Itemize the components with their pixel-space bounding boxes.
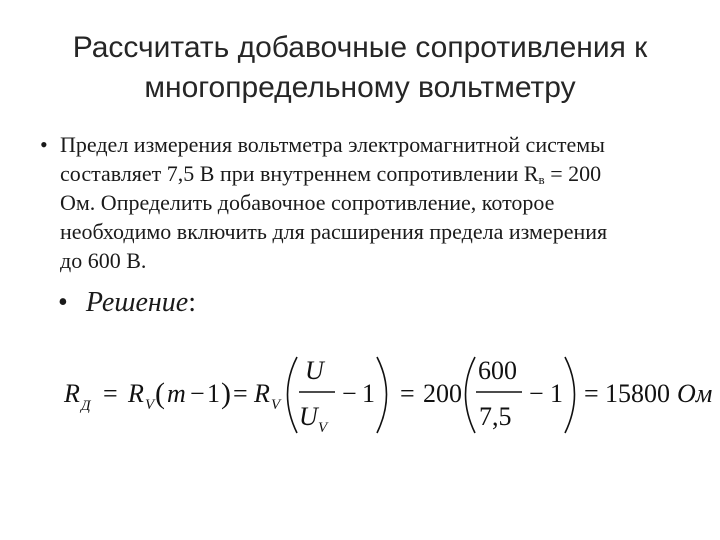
problem-statement [40,130,690,275]
solution-label: Решение [85,287,189,318]
formula-minus-1: − [190,379,205,408]
solution-colon: : [188,287,196,318]
solution-heading [58,286,196,320]
resistance-subscript: в [538,172,545,187]
formula-svg [50,345,713,445]
formula-r-v-2: R [254,379,270,408]
formula-r-d: R [64,379,80,408]
formula-7-5: 7,5 [479,402,512,431]
title-line-1: Рассчитать добавочные сопротивления к [72,31,648,64]
formula-u-denominator: U [299,402,318,431]
problem-line-2-value: = 200 [544,161,602,186]
problem-line-4: необходимо включить для расширения предела измерения [60,219,608,244]
formula-200: 200 [423,379,462,408]
formula-sub-v-3: V [318,420,328,436]
formula-big-paren-open-2 [466,357,476,433]
problem-line-1: Предел измерения вольтметра электромагнитной системы [60,132,605,157]
bullet-icon: • [40,132,48,157]
formula-sub-v-1: V [145,397,155,413]
problem-line-2 [60,159,690,188]
formula-eq-1: = [103,379,118,408]
formula-eq-4: = [584,379,599,408]
formula-one-3: 1 [550,379,563,408]
problem-line-5: до 600 В. [60,248,147,273]
formula-eq-3: = [400,379,415,408]
formula-eq-2: = [233,379,248,408]
problem-line-2-text: составляет 7,5 В при внутреннем сопротивлении R [60,161,539,186]
formula-result: 15800 [605,379,670,408]
slide-title [20,28,700,108]
bullet-icon: • [58,287,68,318]
formula-minus-3: − [529,379,544,408]
formula-paren-open: ( [155,377,165,410]
formula [50,345,713,445]
formula-one-2: 1 [362,379,375,408]
formula-sub-d: Д [81,398,91,414]
formula-one-1: 1 [207,379,220,408]
formula-sub-v-2: V [271,397,281,413]
formula-m: m [167,379,186,408]
formula-big-paren-close-2 [565,357,575,433]
formula-r-v-1: R [128,379,144,408]
title-line-2: многопредельному вольтметру [144,71,576,104]
formula-big-paren-close-1 [377,357,387,433]
formula-u-numerator: U [305,356,324,385]
formula-minus-2: − [342,379,357,408]
formula-600: 600 [478,356,517,385]
formula-paren-close: ) [221,377,231,410]
formula-unit: Ом [677,379,713,408]
formula-big-paren-open-1 [288,357,298,433]
problem-line-3: Ом. Определить добавочное сопротивление, которое [60,190,555,215]
